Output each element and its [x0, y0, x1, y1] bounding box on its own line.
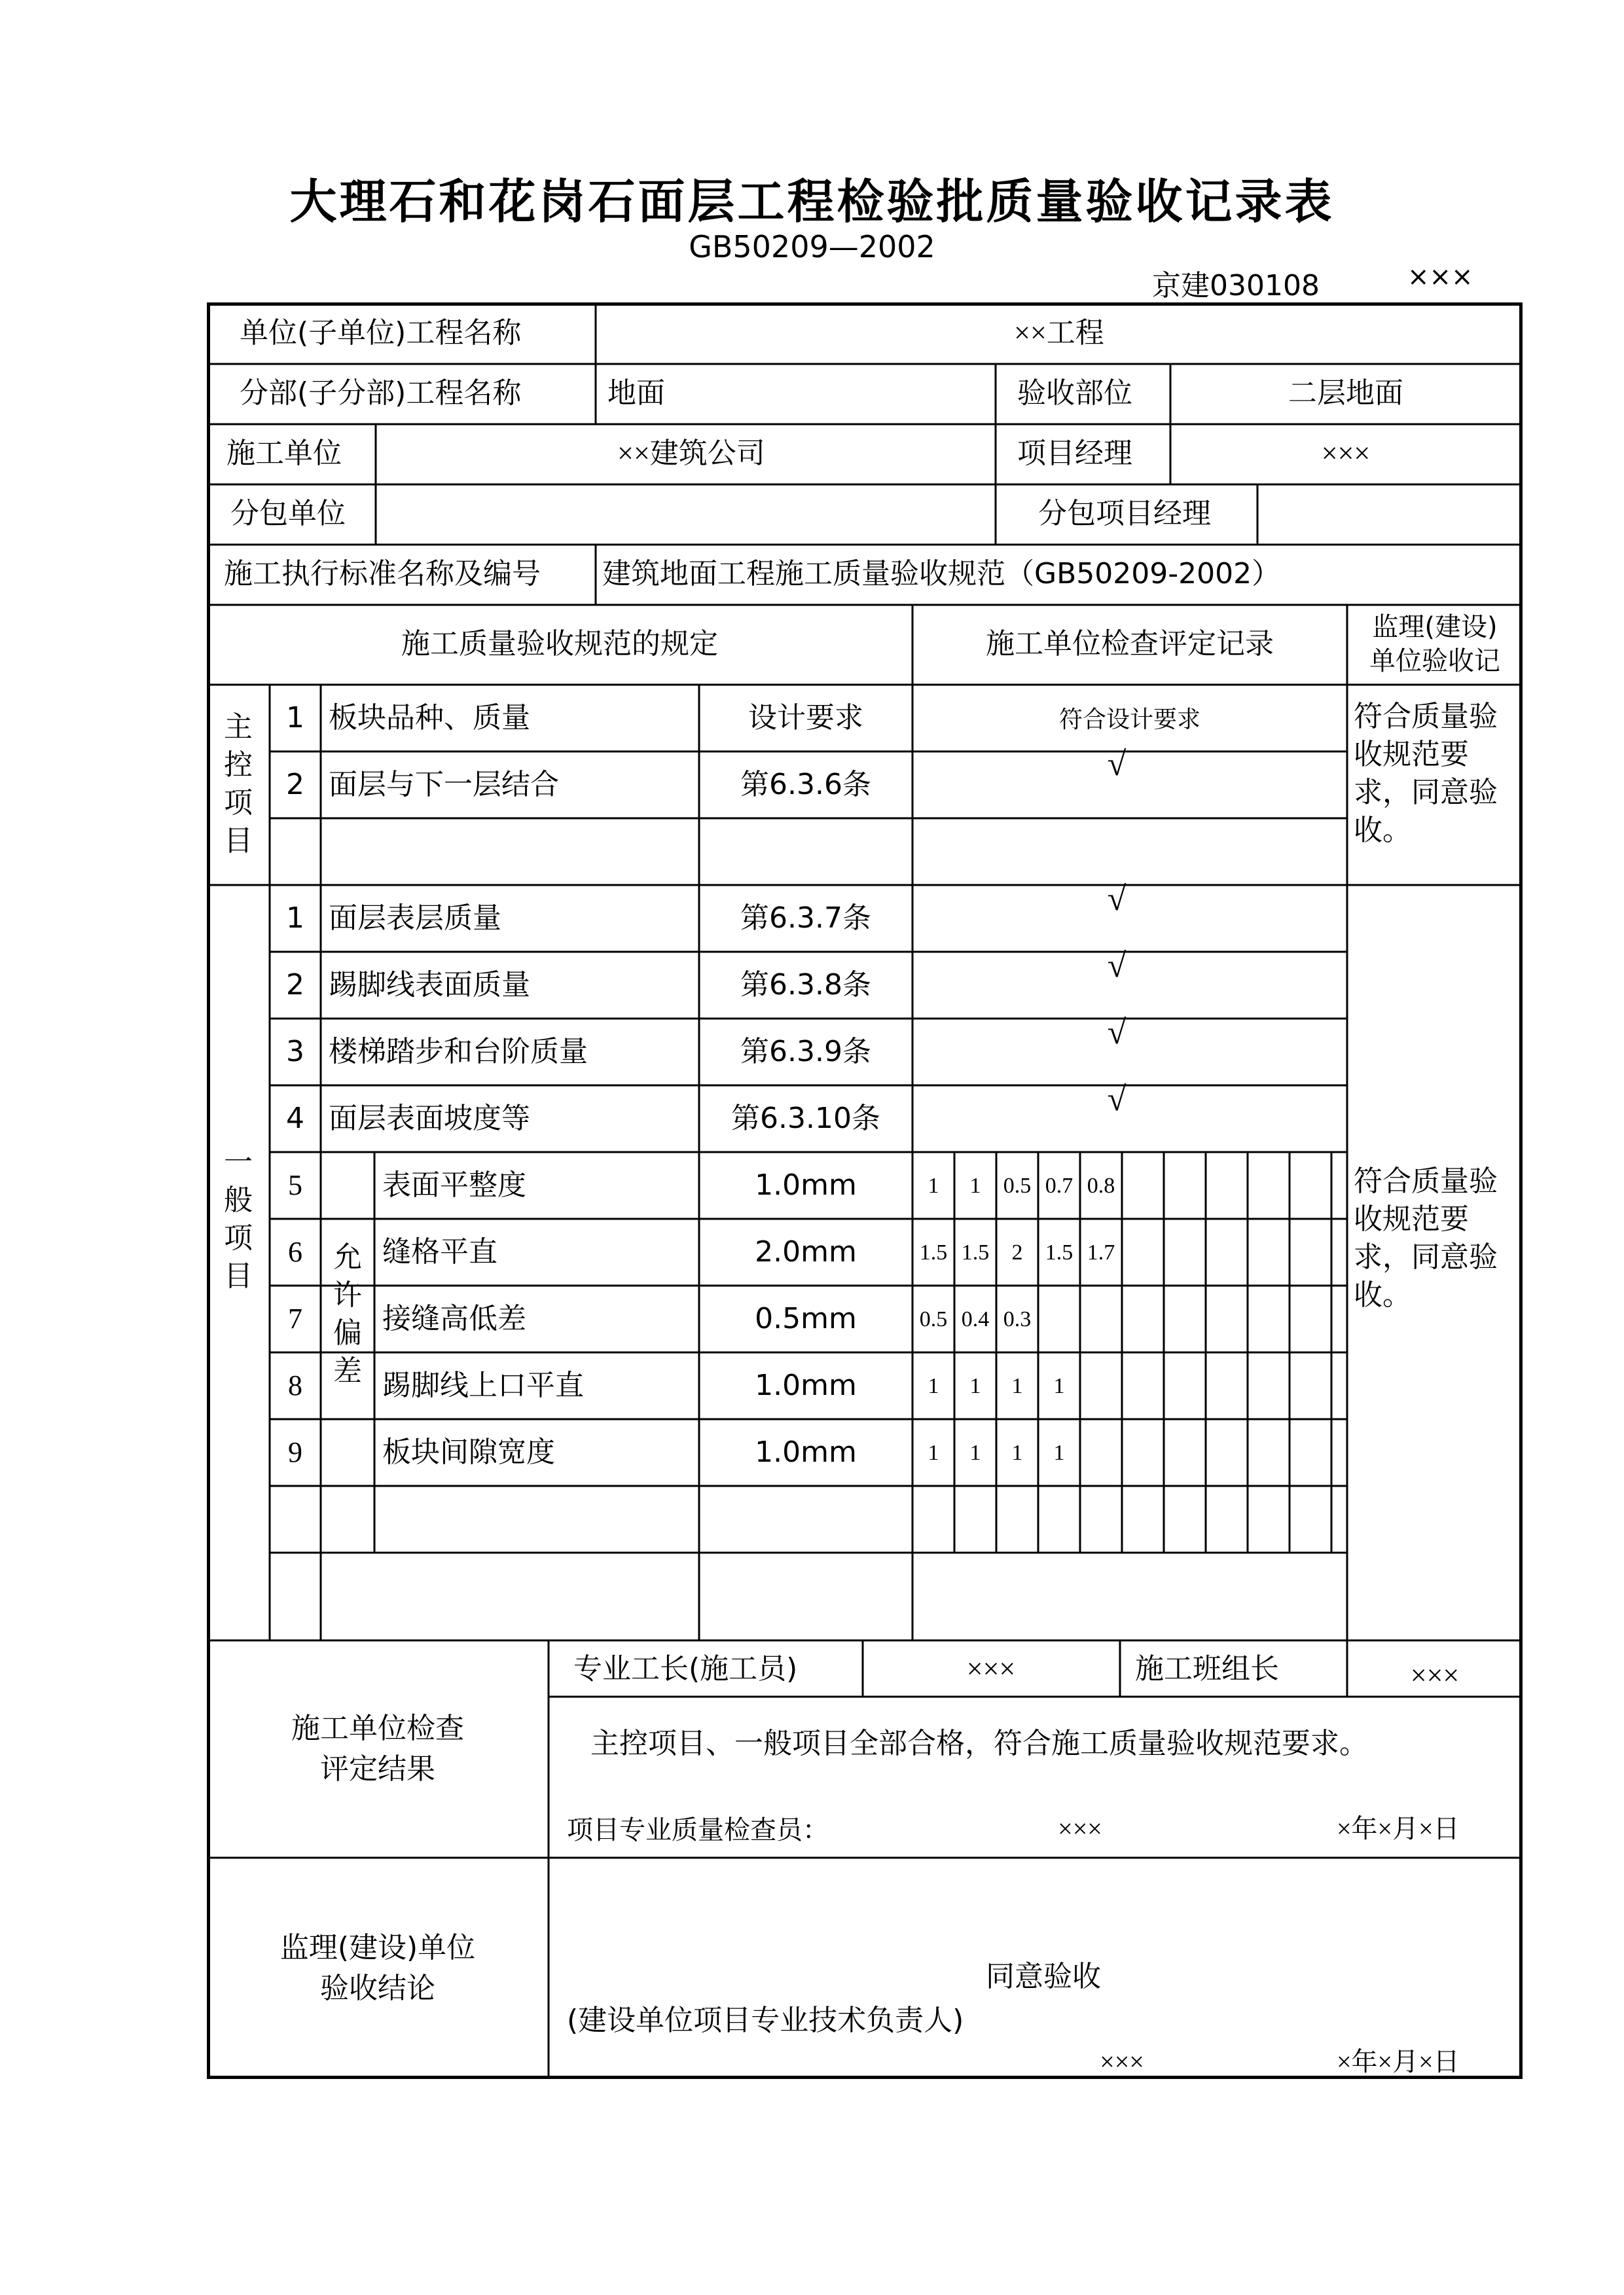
deviation-item-name: 板块间隙宽度 [382, 1436, 555, 1469]
general-item-name: 面层表面坡度等 [329, 1102, 530, 1135]
contractor-value: ××建筑公司 [617, 437, 765, 469]
deviation-item-no: 6 [288, 1236, 302, 1268]
deviation-item-limit: 1.0mm [755, 1369, 857, 1402]
general-item-name: 踢脚线表面质量 [329, 968, 530, 1002]
general-item-no: 2 [286, 968, 304, 1002]
team-leader-value: ××× [1410, 1659, 1460, 1691]
foreman-label: 专业工长(施工员) [573, 1652, 798, 1686]
sub-project-label: 分部(子分部)工程名称 [240, 376, 522, 410]
measurement-value: 1 [969, 1174, 981, 1198]
deviation-item-name: 表面平整度 [382, 1168, 526, 1202]
quality-inspector-label: 项目专业质量检查员： [567, 1815, 829, 1845]
measurement-value: 1 [1053, 1374, 1065, 1398]
inspection-record-table [207, 302, 1523, 2079]
project-manager-value: ××× [1321, 437, 1371, 469]
measurement-value: 2 [1011, 1240, 1023, 1265]
main-item-requirement: 设计要求 [748, 701, 863, 734]
measurement-value: 1 [928, 1174, 939, 1198]
foreman-value: ××× [966, 1653, 1016, 1685]
standard-code: GB50209—2002 [689, 229, 935, 264]
general-item-no: 3 [286, 1035, 304, 1068]
deviation-item-limit: 0.5mm [755, 1302, 857, 1335]
general-item-requirement: 第6.3.8条 [740, 968, 871, 1002]
measurement-value: 0.5 [919, 1307, 948, 1331]
record-column-header: 施工单位检查评定记录 [986, 627, 1274, 660]
measurement-value: 1.5 [1045, 1240, 1074, 1265]
deviation-item-name: 踢脚线上口平直 [382, 1369, 584, 1402]
exec-standard-label: 施工执行标准名称及编号 [224, 557, 541, 590]
measurement-value: 0.8 [1087, 1174, 1115, 1198]
main-item-requirement: 第6.3.6条 [740, 768, 871, 801]
measurement-value: 1.5 [961, 1240, 990, 1265]
measurement-value: 1 [928, 1374, 939, 1398]
sub-project-manager-label: 分包项目经理 [1038, 497, 1211, 530]
main-item-no: 2 [286, 768, 304, 801]
measurement-value: 0.4 [961, 1307, 990, 1331]
project-name-label: 单位(子单位)工程名称 [240, 316, 522, 350]
deviation-item-no: 7 [288, 1303, 302, 1335]
general-item-name: 面层表层质量 [329, 901, 501, 935]
acceptance-part-value: 二层地面 [1288, 376, 1403, 410]
contractor-check-result: 主控项目、一般项目全部合格，符合施工质量验收规范要求。 [590, 1727, 1368, 1760]
deviation-item-no: 5 [288, 1169, 302, 1201]
general-item-no: 1 [286, 901, 304, 935]
general-item-check-mark: √ [1107, 1014, 1127, 1051]
measurement-value: 1.5 [919, 1240, 948, 1265]
general-item-requirement: 第6.3.9条 [740, 1035, 871, 1068]
main-control-label: 主控项目 [224, 710, 253, 858]
measurement-value: 1.7 [1087, 1240, 1115, 1265]
form-title: 大理石和花岗石面层工程检验批质量验收记录表 [289, 174, 1335, 229]
deviation-item-no: 9 [288, 1436, 302, 1468]
acceptance-part-label: 验收部位 [1017, 376, 1132, 410]
measurement-value: 1 [928, 1441, 939, 1465]
contractor-check-date: ×年×月×日 [1337, 1814, 1460, 1843]
general-items-label: 一般项目 [224, 1146, 253, 1293]
deviation-item-no: 8 [288, 1369, 302, 1401]
quality-inspector-value: ××× [1058, 1814, 1102, 1843]
technical-director-label: (建设单位项目专业技术负责人) [567, 2004, 964, 2037]
allowable-deviation-label: 允许偏差 [333, 1240, 362, 1388]
main-item-name: 面层与下一层结合 [329, 768, 559, 801]
exec-standard-value: 建筑地面工程施工质量验收规范（GB50209-2002） [602, 557, 1281, 590]
supervision-conclusion-label: 监理(建设)单位验收结论 [280, 1931, 476, 2005]
general-item-check-mark: √ [1107, 947, 1127, 985]
deviation-item-name: 接缝高低差 [382, 1302, 526, 1335]
general-items-conclusion: 符合质量验收规范要求，同意验收。 [1354, 1165, 1498, 1312]
project-manager-label: 项目经理 [1017, 437, 1132, 470]
supervision-result: 同意验收 [986, 1960, 1101, 1993]
main-item-name: 板块品种、质量 [329, 701, 530, 734]
measurement-value: 0.5 [1003, 1174, 1032, 1198]
general-item-check-mark: √ [1107, 1081, 1127, 1118]
technical-director-value: ××× [1100, 2047, 1144, 2076]
subcontractor-label: 分包单位 [230, 497, 346, 530]
main-item-record: 符合设计要求 [1058, 706, 1201, 733]
measurement-value: 1 [1053, 1441, 1065, 1465]
project-name-value: ××工程 [1014, 317, 1104, 349]
spec-column-header: 施工质量验收规范的规定 [401, 627, 718, 660]
measurement-value: 1 [969, 1374, 981, 1398]
measurement-value: 0.3 [1003, 1307, 1032, 1331]
measurement-value: 1 [1011, 1374, 1023, 1398]
measurement-value: 1 [969, 1441, 981, 1465]
measurement-value: 1 [1011, 1441, 1023, 1465]
supervision-date: ×年×月×日 [1337, 2047, 1460, 2076]
general-item-name: 楼梯踏步和台阶质量 [329, 1035, 588, 1068]
general-item-requirement: 第6.3.10条 [731, 1102, 880, 1135]
general-item-check-mark: √ [1107, 880, 1127, 918]
general-item-requirement: 第6.3.7条 [740, 901, 871, 935]
main-item-check-mark: √ [1107, 746, 1127, 783]
main-control-conclusion: 符合质量验收规范要求，同意验收。 [1354, 700, 1498, 847]
team-leader-label: 施工班组长 [1135, 1652, 1279, 1686]
measurement-value: 0.7 [1045, 1174, 1074, 1198]
supervision-column-header: 监理(建设)单位验收记 [1369, 612, 1500, 676]
deviation-item-limit: 2.0mm [755, 1235, 857, 1269]
form-code-suffix: ××× [1407, 262, 1473, 292]
general-item-no: 4 [286, 1102, 304, 1135]
deviation-item-limit: 1.0mm [755, 1168, 857, 1202]
contractor-label: 施工单位 [226, 437, 342, 470]
form-code: 京建030108 [1152, 269, 1320, 302]
main-item-no: 1 [286, 701, 304, 734]
sub-project-value: 地面 [607, 376, 665, 410]
deviation-item-name: 缝格平直 [382, 1235, 497, 1269]
deviation-item-limit: 1.0mm [755, 1436, 857, 1469]
contractor-check-label: 施工单位检查评定结果 [291, 1712, 464, 1786]
